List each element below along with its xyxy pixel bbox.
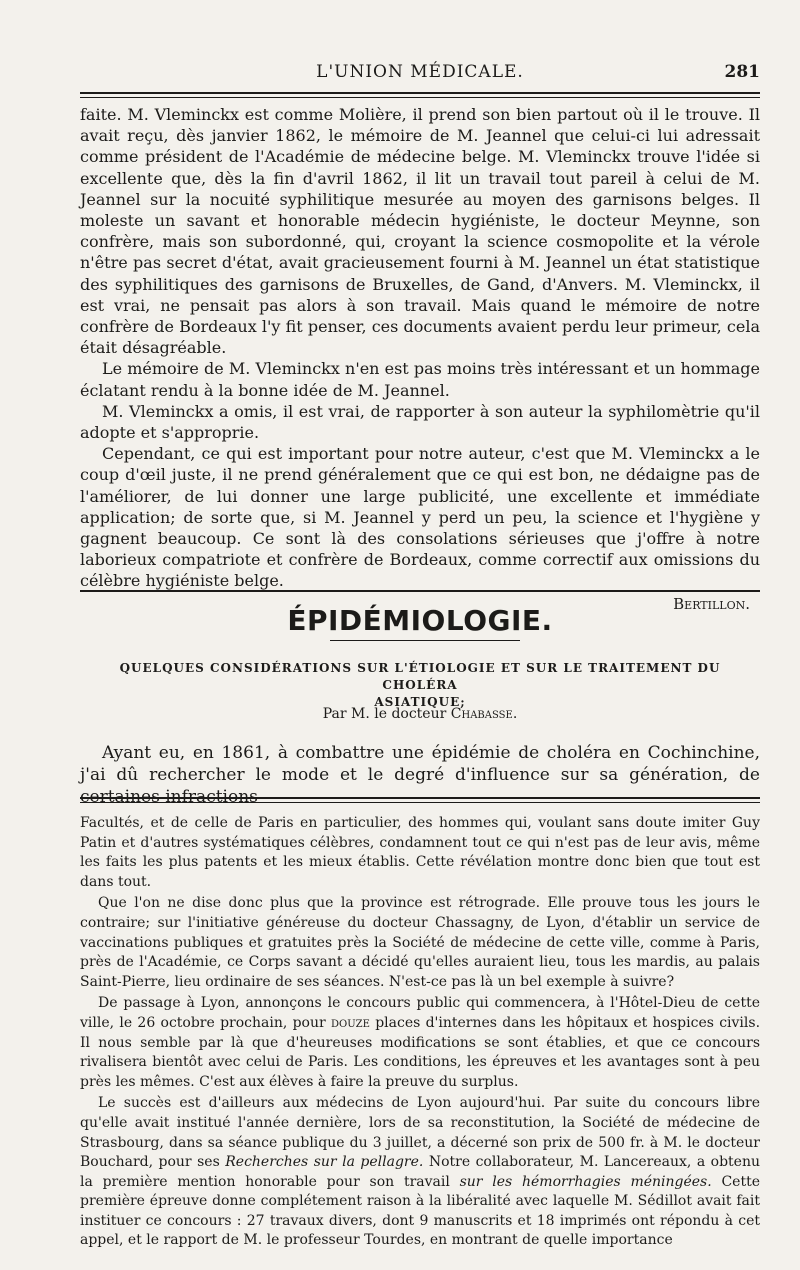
paragraph: Facultés, et de celle de Paris en particulier, des hommes qui, voulant sans doute imiter Guy Patin et d'autres systématiques célèbres, condamnent tout ce qui n'est pas de leur avis, même les faits les plus patents et les mieux établis. Cette révélation montre donc bien que tout est dans tout. [80, 815, 760, 890]
byline-prefix: Par M. le docteur [322, 706, 447, 722]
paragraph: faite. M. Vleminckx est comme Molière, il prend son bien partout où il le trouve. Il avait reçu, dès janvier 1862, le mémoire de M. Jeannel que celui-ci lui adressait comme président de l'Académie de médecine belge. M. Vleminckx trouve l'idée si excellente que, dès la fin d'avril 1862, il lit un travail tout pareil à celui de M. Jeannel sur la nocuité syphilitique mesurée au moyen des garnisons belges. Il moleste un savant et honorable médecin hygiéniste, le docteur Meynne, son confrère, mais son subordonné, qui, croyant la science cosmopolite et la vérole n'être pas secret d'état, avait gracieusement fourni à M. Jeannel un état statistique des syphilitiques des garnisons de Bruxelles, de Gand, d'Anvers. M. Vleminckx, il est vrai, ne pensait pas alors à son travail. Mais quand le mémoire de notre confrère de Bordeaux l'y fit penser, ces documents avaient perdu leur primeur, cela était désagréable. [80, 105, 760, 358]
article-title-line: QUELQUES CONSIDÉRATIONS SUR L'ÉTIOLOGIE ET SUR LE TRAITEMENT DU CHOLÉRA [119, 661, 721, 692]
text-run: De passage à Lyon, annonçons le concours public qui commencera, à l'Hôtel-Dieu de cette ville, le 26 octobre prochain, pour [80, 995, 760, 1031]
work-title: Recherches sur la pellagre. [225, 1154, 424, 1171]
paragraph: Cependant, ce qui est important pour notre auteur, c'est que M. Vleminckx a le coup d'œil juste, il ne prend généralement que ce qui est bon, ne dédaigne pas de l'améliorer, de lui donner une large publicité, une excellente et immédiate application; de sorte que, si M. Jeannel y perd un peu, la science et l'hygiène y gagnent beaucoup. Ce sont là des consolations sérieuses que j'offre à notre laborieux compatriote et confrère de Bordeaux, comme correctif aux omissions du célèbre hygiéniste belge. [80, 444, 760, 591]
byline [80, 706, 760, 722]
page-header [80, 58, 760, 90]
title-underline [330, 640, 520, 641]
paragraph: M. Vleminckx a omis, il est vrai, de rapporter à son auteur la syphilomètrie qu'il adopte et s'approprie. [80, 401, 760, 443]
section-rule [80, 590, 760, 592]
feuilleton-text [80, 814, 760, 1253]
page-number: 281 [724, 62, 760, 82]
paragraph [80, 1094, 760, 1251]
article-title-line: ASIATIQUE; [374, 695, 466, 709]
header-rule [80, 92, 760, 98]
paragraph: Que l'on ne dise donc plus que la province est rétrograde. Elle prouve tous les jours le contraire; sur l'initiative généreuse du docteur Chassagny, de Lyon, d'établir un service de vaccinations publiques et gratuites près la Société de médecine de cette ville, comme à Paris, près de l'Académie, ce Corps savant a décidé qu'elles auraient lieu, tous les mardis, au palais Saint-Pierre, lieu ordinaire de ses séances. N'est-ce pas là un bel exemple à suivre? [80, 895, 760, 990]
author-signature: Bertillon. [673, 594, 750, 613]
paragraph [80, 994, 760, 1092]
text-run: Cette première épreuve donne complétement raison à la libéralité avec laquelle M. Sédillot avait fait instituer ce concours : 27 travaux divers, dont 9 manuscrits et 18 imprimés ont répondu à cet appel, et le rapport de M. le professeur Tourdes, en montrant de quelle importance [80, 1173, 761, 1249]
byline-author: Chabasse. [450, 706, 518, 722]
paragraph: Le mémoire de M. Vleminckx n'en est pas moins très intéressant et un hommage éclatant rendu à la bonne idée de M. Jeannel. [80, 359, 760, 400]
text-run: Notre collaborateur, M. Lancereaux, a obtenu la première mention honorable pour son travail [80, 1154, 760, 1190]
feuilleton-divider [80, 797, 760, 803]
text-run: Le succès est d'ailleurs aux médecins de Lyon aujourd'hui. Par suite du concours libre qu'elle avait institué l'année dernière, lors de sa reconstitution, la Société de médecine de Strasbourg, dans sa séance publique du 3 juillet, a décerné son prix de 500 fr. à M. le docteur Bouchard, pour ses [80, 1095, 760, 1171]
emphasized-count: douze [330, 1014, 370, 1031]
section-title: ÉPIDÉMIOLOGIE. [287, 604, 553, 637]
previous-article-text [80, 104, 760, 615]
running-title: L'UNION MÉDICALE. [316, 62, 524, 82]
text-run: places d'internes dans les hôpitaux et hospices civils. Il nous semble par là que d'heureuses modifications se sont établies, et que ce concours rivalisera bientôt avec celui de Paris. Les conditions, les épreuves et les avantages sont à peu près les mêmes. C'est aux élèves à faire la preuve du surplus. [80, 1014, 761, 1090]
article-title [80, 660, 760, 711]
work-title: sur les hémorrhagies méningées. [459, 1173, 712, 1190]
paragraph: Ayant eu, en 1861, à combattre une épidémie de choléra en Cochinchine, j'ai dû rechercher le mode et le degré d'influence sur sa génération, de certaines infractions [80, 743, 760, 807]
